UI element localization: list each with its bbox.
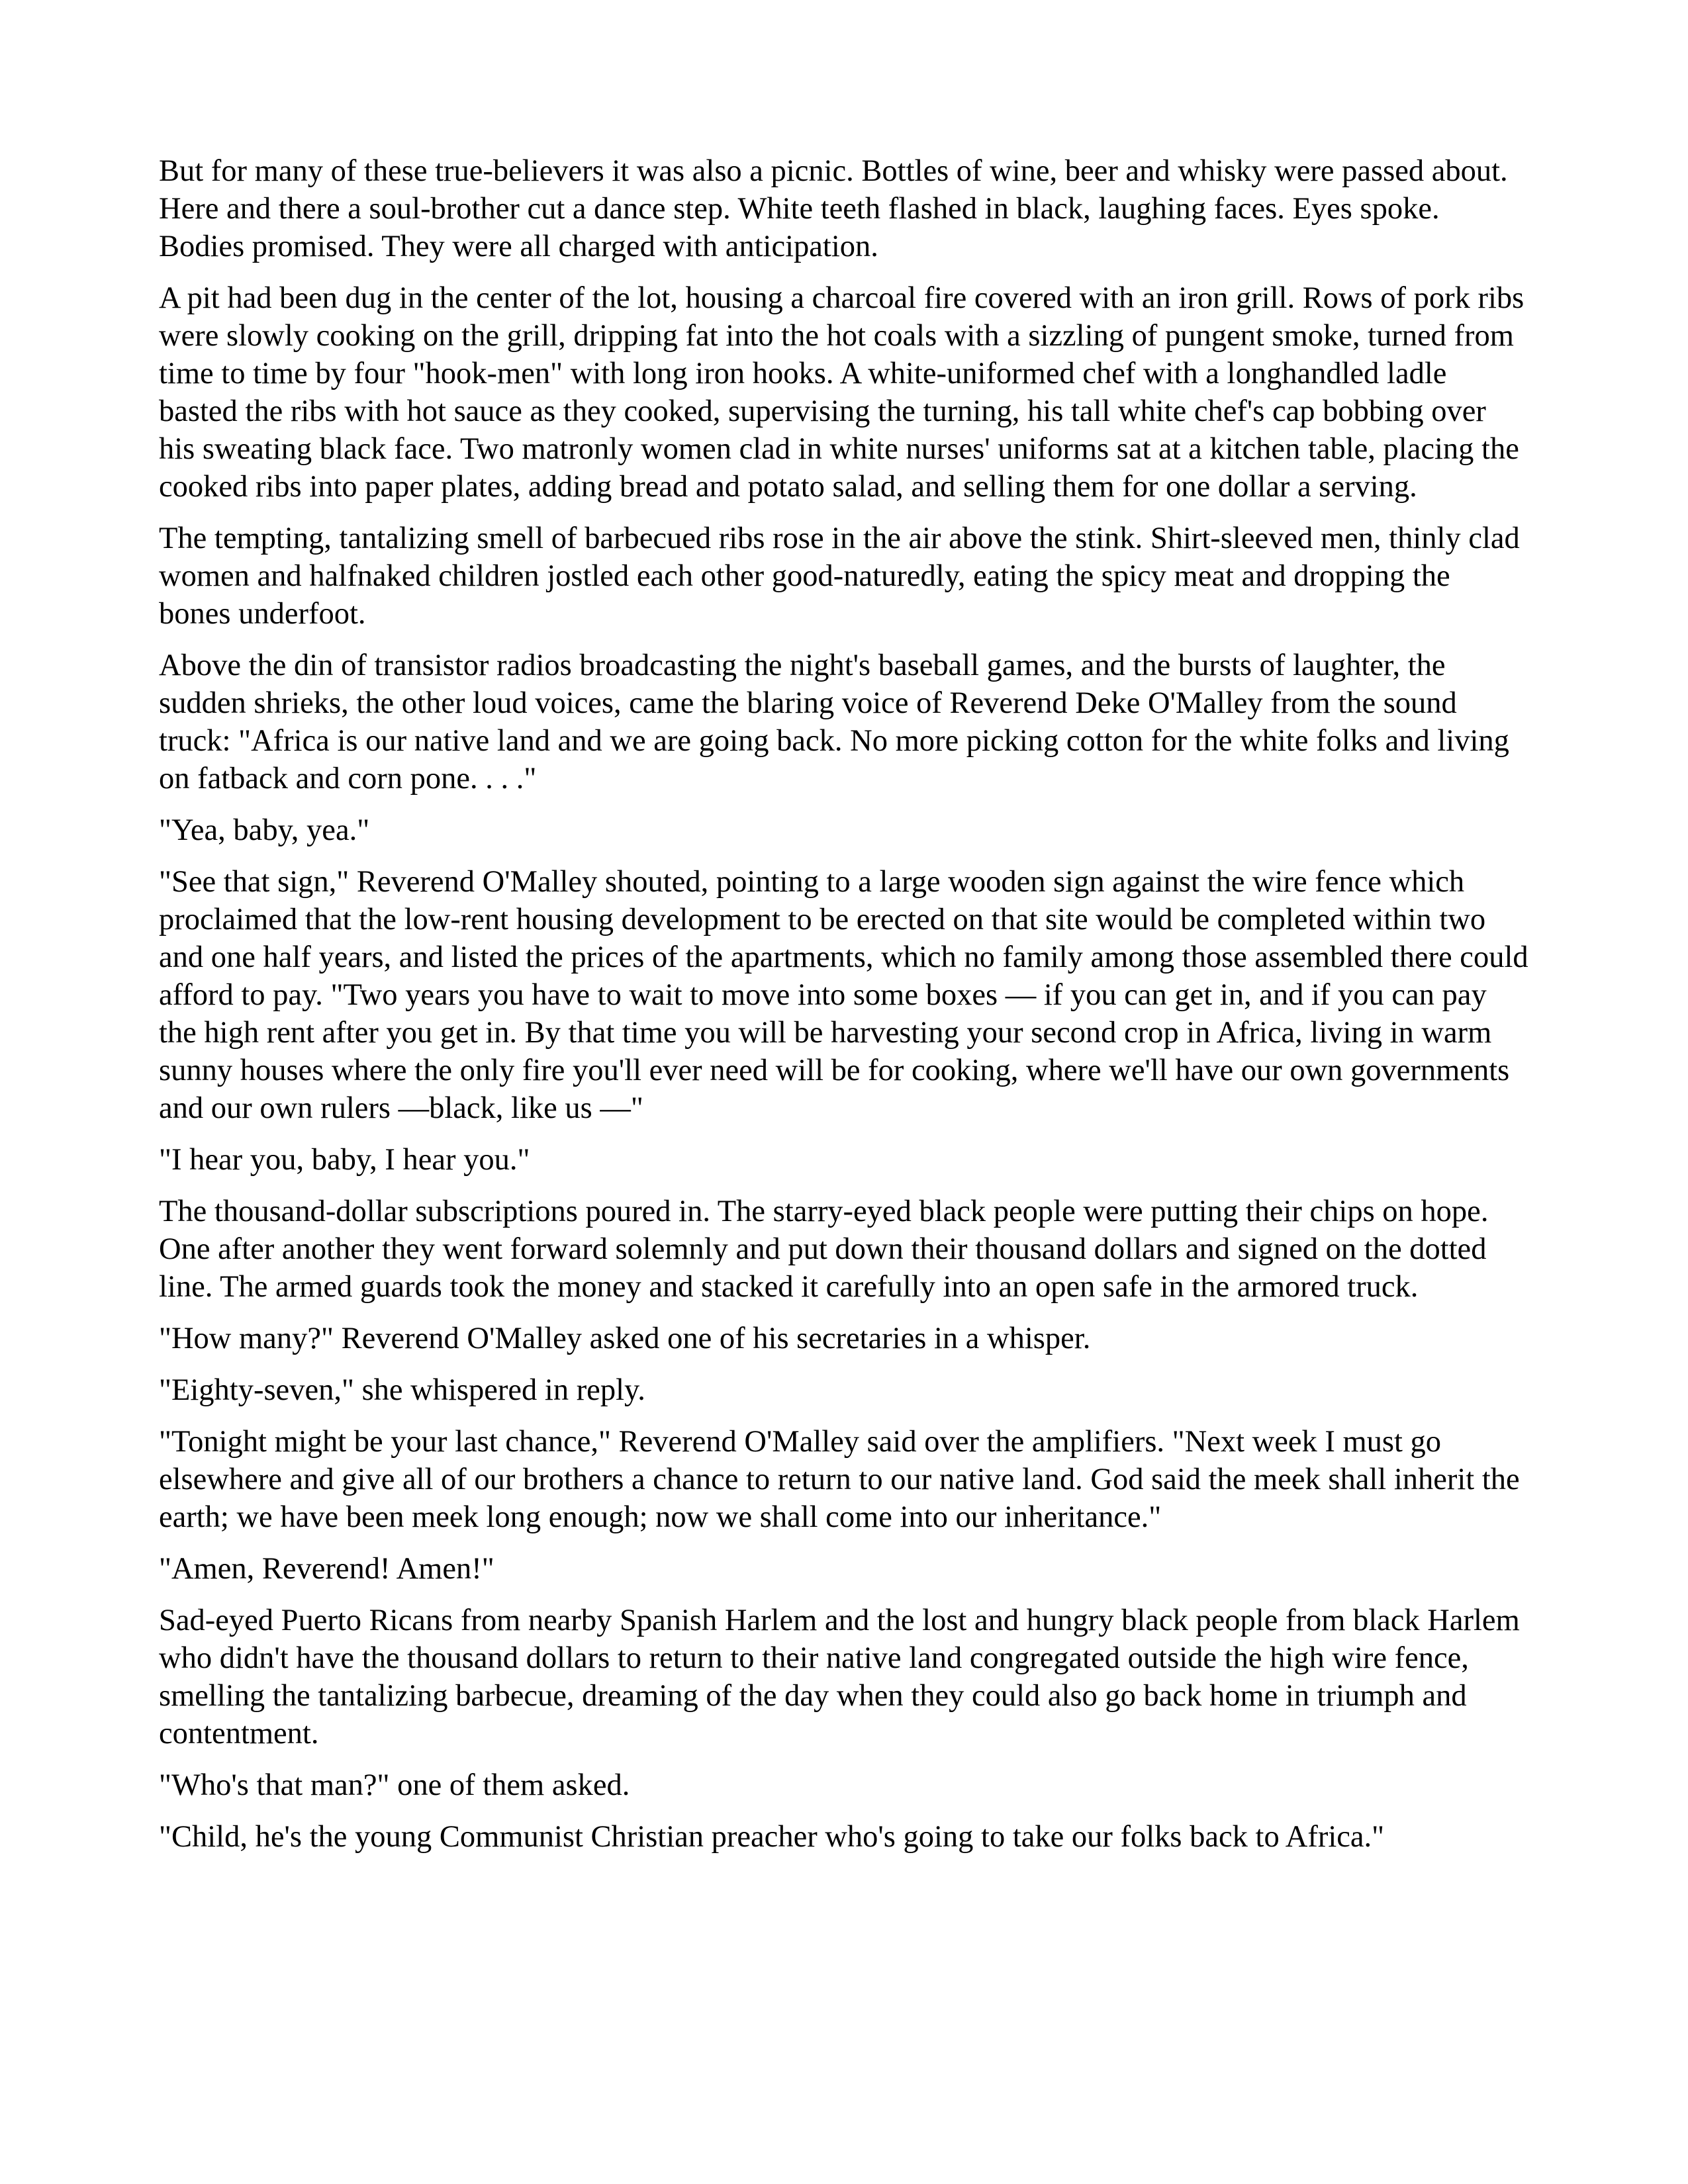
paragraph: The thousand-dollar subscriptions poured in. The starry-eyed black people were putting their chips on hope. One after another they went forward solemnly and put down their thousand dollars and signed on the dotted line. The armed guards took the money and stacked it carefully into an open safe in the armored truck.	[159, 1195, 1489, 1304]
paragraph: "Yea, baby, yea."	[159, 813, 370, 847]
paragraph: The tempting, tantalizing smell of barbecued ribs rose in the air above the stink. Shirt-sleeved men, thinly clad women and halfnaked children jostled each other good-naturedly, eating the spicy meat and dropping the bones underfoot.	[159, 522, 1520, 631]
paragraph: "How many?" Reverend O'Malley asked one of his secretaries in a whisper.	[159, 1322, 1091, 1355]
paragraph: Above the din of transistor radios broadcasting the night's baseball games, and the bursts of laughter, the sudden shrieks, the other loud voices, came the blaring voice of Reverend Deke O'Malley from the sound truck: "Africa is our native land and we are going back. No more picking cotton for the white folks and living on fatback and corn pone. . . ."	[159, 649, 1509, 796]
paragraph: "Amen, Reverend! Amen!"	[159, 1552, 494, 1586]
document-body	[159, 152, 1529, 1870]
paragraph: "See that sign," Reverend O'Malley shouted, pointing to a large wooden sign against the wire fence which proclaimed that the low-rent housing development to be erected on that site would be completed within two and one half years, and listed the prices of the apartments, which no family among those assembled there could afford to pay. "Two years you have to wait to move into some boxes — if you can get in, and if you can pay the high rent after you get in. By that time you will be harvesting your second crop in Africa, living in warm sunny houses where the only fire you'll ever need will be for cooking, where we'll have our own governments and our own rulers —black, like us —"	[159, 865, 1528, 1125]
paragraph: "Child, he's the young Communist Christian preacher who's going to take our folks back to Africa."	[159, 1820, 1385, 1854]
paragraph: But for many of these true-believers it was also a picnic. Bottles of wine, beer and whisky were passed about. Here and there a soul-brother cut a dance step. White teeth flashed in black, laughing faces. Eyes spoke. Bodies promised. They were all charged with anticipation.	[159, 154, 1508, 263]
paragraph: "Who's that man?" one of them asked.	[159, 1768, 630, 1802]
paragraph: "Eighty-seven," she whispered in reply.	[159, 1373, 645, 1407]
paragraph: A pit had been dug in the center of the lot, housing a charcoal fire covered with an iron grill. Rows of pork ribs were slowly cooking on the grill, dripping fat into the hot coals with a sizzling of pungent smoke, turned from time to time by four "hook-men" with long iron hooks. A white-uniformed chef with a longhandled ladle basted the ribs with hot sauce as they cooked, supervising the turning, his tall white chef's cap bobbing over his sweating black face. Two matronly women clad in white nurses' uniforms sat at a kitchen table, placing the cooked ribs into paper plates, adding bread and potato salad, and selling them for one dollar a serving.	[159, 281, 1524, 504]
paragraph: Sad-eyed Puerto Ricans from nearby Spanish Harlem and the lost and hungry black people from black Harlem who didn't have the thousand dollars to return to their native land congregated outside the high wire fence, smelling the tantalizing barbecue, dreaming of the day when they could also go back home in triumph and contentment.	[159, 1604, 1520, 1751]
paragraph: "Tonight might be your last chance," Reverend O'Malley said over the amplifiers. "Next week I must go elsewhere and give all of our brothers a chance to return to our native land. God said the meek shall inherit the earth; we have been meek long enough; now we shall come into our inheritance."	[159, 1425, 1520, 1534]
paragraph: "I hear you, baby, I hear you."	[159, 1143, 530, 1177]
